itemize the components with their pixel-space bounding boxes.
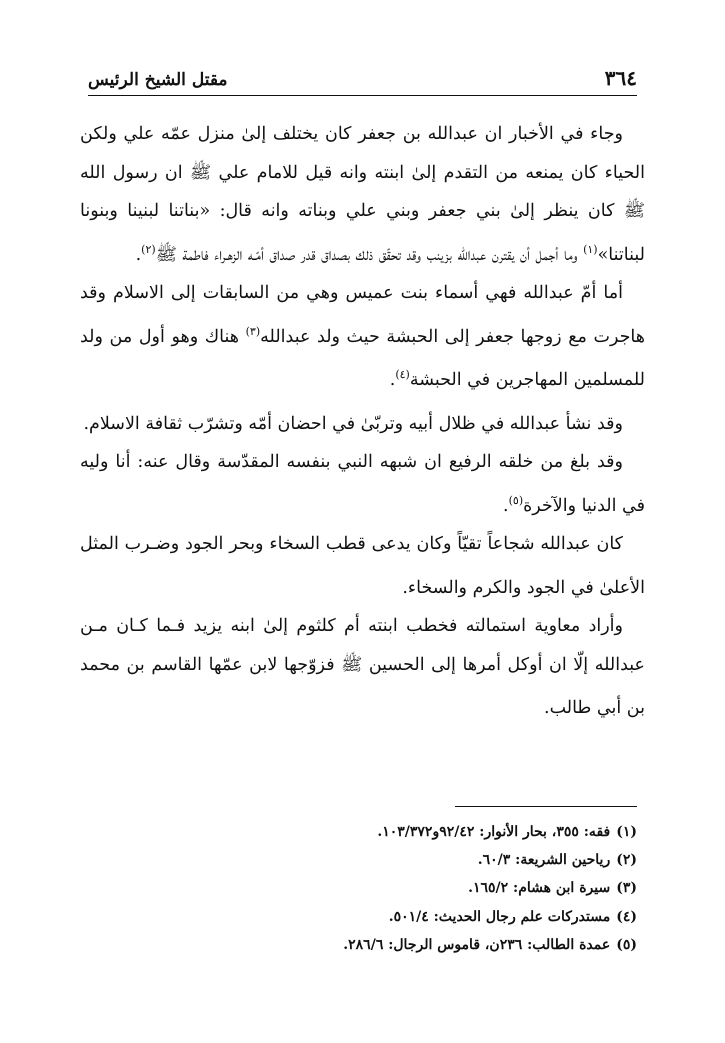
header-rule [88,95,637,96]
paragraph: وقد نشأ عبدالله في ظلال أبيه وتربّىٰ في احضان أمّه وتشرّب ثقافة الاسلام. [83,413,623,434]
page-number: ٣٦٤ [604,66,637,90]
paragraph: كان عبدالله شجاعاً تقيّاً وكان يدعى قطب السخاء وبحر الجود وضـرب المثل الأعلىٰ في الجود والكرم والسخاء. [80,534,645,598]
paragraph: وجاء في الأخبار ان عبدالله بن جعفر كان يختلف إلىٰ منزل عمّه علي ولكن الحياء كان يمنعه من التقدم إلىٰ ابنته وانه قيل للامام علي ﷺ ان رسول الله ﷺ كان ينظر إلىٰ بني جعفر وبني علي وبناته وانه قال: «بناتنا لبنينا وبنونا لبناتنا»$^{(١)}$ وما أجمل أن يقترن عبدالله بزينب وقد تحقّق ذلك بصداق قدر صداق أمّـه الزهـراء فاطمة ﷺ$^{(٢)}$. [80,124,645,265]
footnote: (٥)عمدة الطالب: ٢٣٦ن، قاموس الرجال: ٢٨٦/٦. [343,936,637,953]
paragraph: وقد بلغ من خلقه الرفيع ان شبهه النبي بنفسه المقدّسة وقال عنه: أنا وليه في الدنيا والآخرة$^{(٥)}$. [80,452,645,516]
footnote-rule [455,806,637,807]
body-text [80,115,645,728]
footnotes [88,818,637,959]
footnote: (٢)رياحين الشريعة: ٦٠/٣. [477,852,637,869]
paragraph: وأراد معاوية استمالته فخطب ابنته أم كلثوم إلىٰ ابنه يزيد فـما كـان مـن عبدالله إلّا ان أوكل أمرها إلى الحسين ﷺ فزوّجها لابن عمّها القاسم بن محمد بن أبي طالب. [80,616,645,719]
footnote: (٣)سيرة ابن هشام: ١٦٥/٢. [468,880,637,897]
running-title: مقتل الشيخ الرئيس [88,70,228,90]
page-header [88,56,637,90]
footnote: (٤)مستدركات علم رجال الحديث: ٥٠١/٤. [388,908,637,925]
paragraph: أما أمّ عبدالله فهي أسماء بنت عميس وهي من السابقات إلى الاسلام وقد هاجرت مع زوجها جعفر إلى الحبشة حيث ولد عبدالله$^{(٣)}$ هناك وهو أول من ولد للمسلمين المهاجرين في الحبشة$^{(٤)}$. [80,283,645,391]
footnote: (١)فقه: ٣٥٥، بحار الأنوار: ٩٢/٤٢و١٠٣/٣٧٢. [377,824,637,840]
